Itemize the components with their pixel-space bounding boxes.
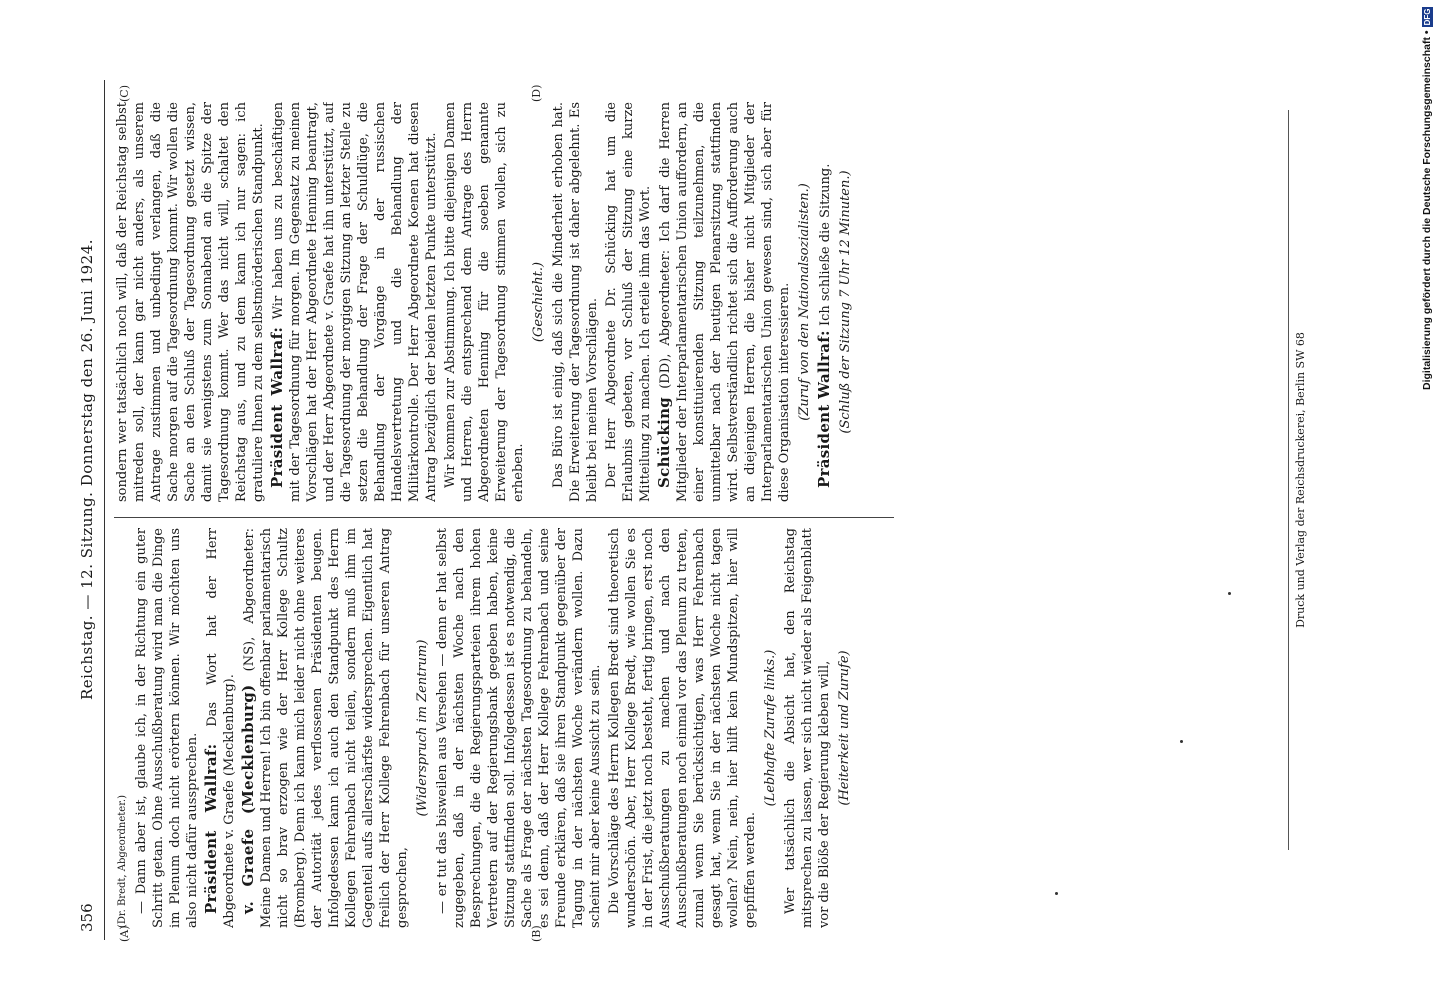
document-page — [60, 80, 940, 940]
speaker-name: Präsident Wallraf: — [815, 330, 833, 488]
column-separator — [114, 517, 894, 518]
scan-speck — [1055, 892, 1058, 895]
interjection: (Lebhafte Zurufe links.) — [763, 649, 778, 807]
printer-imprint — [1290, 110, 1310, 850]
paragraph: Wir haben uns zu beschäftigen mit der Tagesordnung für morgen. Im Gegensatz zu meinen Vorschlägen hat der Herr Abgeordnete Henning beantragt, und der Herr Abgeordnete v. Graefe hat ihn unterstützt, auf die Tagesordnung der morgigen Sitzung an letzter Stelle zu setzen die Behandlung der Frage der Schuldlüge, die Behandlung der Vorgänge in der russischen Handelsvertretung und die Behandlung der Militärkontrolle. Der Herr Abgeordnete Koenen hat diesen Antrag bezüglich der beiden letzten Punkte unterstützt. — [271, 102, 439, 502]
margin-mark-b: (B) — [530, 925, 543, 942]
paragraph: Wir kommen zur Abstimmung. Ich bitte diejenigen Damen und Herren, die entsprechend dem Antrage des Herrn Abgeordneten Henning für die soeben genannte Erweiterung der Tagesordnung stimmen wollen, sich zu erheben. — [443, 102, 526, 502]
right-column — [114, 102, 914, 502]
dfg-credit — [1418, 10, 1434, 390]
page-header — [74, 80, 100, 940]
left-column — [114, 528, 914, 928]
speaker-name: Präsident Wallraf: — [268, 326, 286, 488]
page-number: 356 — [78, 903, 96, 932]
margin-mark-d: (D) — [530, 84, 543, 102]
paragraph: Die Vorschläge des Herrn Kollegen Bredt sind theoretisch wunderschön. Aber, Herr Kollege Bredt, wie wollen Sie es in der Frist, die jetzt noch besteht, fertig bringen, erst noch Ausschußberatungen zu machen und nach den Ausschußberatungen noch einmal vor das Plenum zu treten, zumal wenn Sie berücksichtigen, was Herr Fehrenbach gesagt hat, wenn Sie in der nächsten Woche nicht tagen wollen? Nein, nein, hier hilft kein Mundspitzen, hier will gepfiffen werden. — [607, 528, 758, 928]
paragraph: sondern wer tatsächlich noch will, daß der Reichstag selbst mitreden soll, der kann gar nicht anders, als unserem Antrage zustimmen und unbedingt verlangen, daß die Sache morgen auf die Tagesordnung kommt. Wir wollen die Sache an den Schluß der Tagesordnung gesetzt wissen, damit sie wenigstens zum Sonnabend an die Spitze der Tagesordnung kommt. Wer das nicht will, schaltet den Reichstag aus, und zu dem kann ich nur sagen: ich gratuliere Ihnen zu dem selbstmörderischen Standpunkt. — [115, 102, 266, 502]
paragraph: Der Herr Abgeordnete Dr. Schücking hat um die Erlaubnis gebeten, vor Schluß der Sitzung eine kurze Mitteilung zu machen. Ich erteile ihm das Wort. — [604, 102, 653, 502]
margin-mark-c: (C) — [118, 85, 131, 102]
rotated-page-content — [60, 80, 940, 940]
paragraph: Das Büro ist einig, daß sich die Minderheit erhoben hat. Die Erweiterung der Tagesordnung ist daher abgelehnt. Es bleibt bei meinen Vorschlägen. — [551, 102, 600, 502]
paragraph: — Dann aber ist, glaube ich, in der Richtung ein guter Schritt getan. Ohne Ausschußberatung wird man die Dinge im Plenum doch nicht erörtern können. Wir möchten uns also nicht dafür aussprechen. — [134, 528, 200, 928]
margin-mark-a: (A) — [118, 925, 131, 942]
scan-speck — [1228, 592, 1231, 595]
paragraph: Ich schließe die Sitzung. — [818, 163, 833, 327]
paragraph: (NS), Abgeordneter: Meine Damen und Herren! Ich bin offenbar parlamentarisch nicht so brav erzogen wie der Herr Kollege Schultz (Bromberg). Denn ich kann mich leider nicht ohne weiteres der Autorität jedes verflossenen Präsidenten beugen. Infolgedessen kann ich auch den Standpunkt des Herrn Kollegen Fehrenbach nicht teilen, sondern muß ihm im Gegenteil aufs allerschärfste widersprechen. Eigentlich hat freilich der Herr Kollege Fehrenbach für unseren Antrag gesprochen, — [242, 528, 410, 928]
running-head: Reichstag. — 12. Sitzung. Donnerstag den 26. Juni 1924. — [78, 238, 96, 700]
speaker-name: v. Graefe (Mecklenburg) — [239, 684, 257, 914]
printer-text: Druck und Verlag der Reichsdruckerei, Berlin SW 68 — [1293, 332, 1307, 628]
speaker-name: Schücking — [655, 396, 673, 488]
session-close-note: (Schluß der Sitzung 7 Uhr 12 Minuten.) — [838, 170, 853, 434]
dfg-logo: DFG — [1422, 8, 1432, 26]
header-rule — [104, 80, 105, 940]
paragraph: Wer tatsächlich die Absicht hat, den Reichstag mitsprechen zu lassen, wer sich nicht wieder als Feigenblatt vor die Blöße der Regierung kleben will, — [783, 528, 832, 928]
scan-speck — [1180, 740, 1183, 743]
interjection: (Geschieht.) — [531, 261, 546, 343]
interjection: (Zuruf von den Nationalsozialisten.) — [797, 183, 812, 421]
speaker-name: Präsident Wallraf: — [202, 743, 220, 914]
paragraph: — er tut das bisweilen aus Versehen — denn er hat selbst zugegeben, daß in der nächsten Woche nach den Besprechungen, die die Regierungsparteien ihrem hohen Vertretern auf der Regierungsbank gegeben haben, keine Sitzung stattfinden soll. Infolgedessen ist es notwendig, die Sache als Frage der nächsten Tagesordnung zu behandeln, es sei denn, daß der Herr Kollege Fehrenbach und seine Freunde erklären, daß sie ihren Standpunkt gegenüber der Tagung in der nächsten Woche verändern wollen. Dazu scheint mir aber keine Aussicht zu sein. — [435, 528, 603, 928]
paragraph: (DD), Abgeordneter: Ich darf die Herren Mitglieder der Interparlamentarischen Union auffordern, an einer konstituierenden Sitzung teilzunehmen, die unmittelbar nach der heutigen Plenarsitzung stattfinden wird. Selbstverständlich richtet sich die Aufforderung auch an diejenigen Herren, die bisher nicht Mitglieder der Interparlamentarischen Union gewesen sind, sich aber für diese Organisation interessieren. — [658, 102, 792, 502]
interjection: (Widerspruch im Zentrum) — [415, 639, 430, 817]
speaker-continuation: (Dr. Bredt, Abgeordneter.) — [117, 795, 128, 928]
paragraph: Das Wort hat der Herr Abgeordnete v. Graefe (Mecklenburg). — [205, 528, 237, 928]
dfg-credit-text: Digitalisierung gefördert durch die Deutsche Forschungsgemeinschaft • — [1421, 30, 1433, 390]
interjection: (Heiterkeit und Zurufe) — [837, 650, 852, 806]
printer-rule — [1288, 110, 1289, 850]
